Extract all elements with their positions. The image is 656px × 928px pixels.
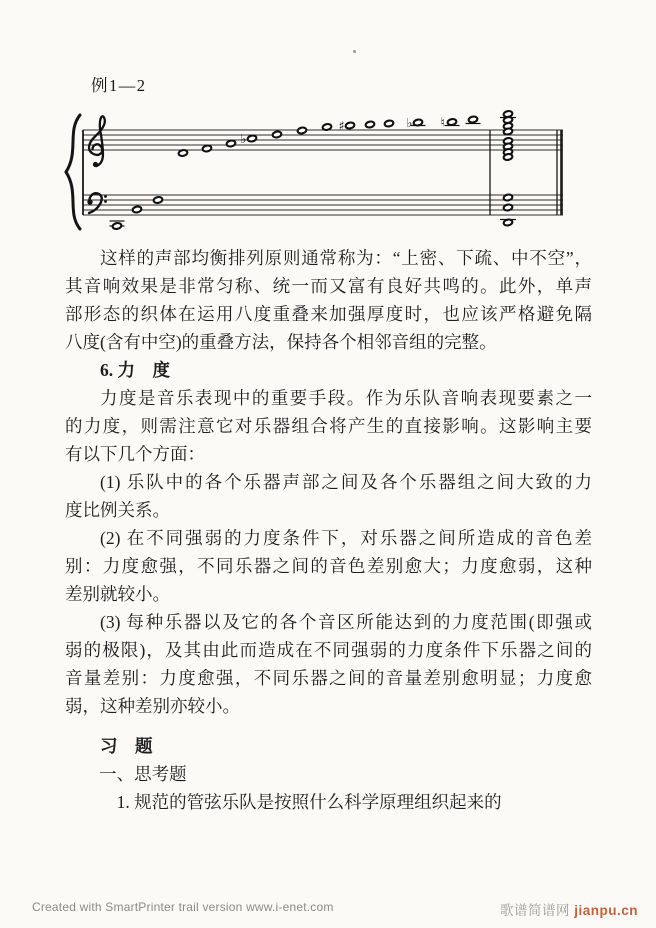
svg-text:♮: ♮ [440,114,445,130]
question-item-1: 1. 规范的管弦乐队是按照什么科学原理组织起来的 [116,792,502,812]
exercises-heading: 习 题 [100,736,153,756]
svg-text:♭: ♭ [406,115,413,130]
site-watermark [500,899,638,919]
svg-text:♯: ♯ [338,118,345,133]
text-line: (1) 乐队中的各个乐器声部之间及各个乐器组之间大致的力 [100,472,592,492]
questions-subheading: 一、思考题 [99,764,187,784]
text-line: 有以下几个方面： [65,444,205,464]
list-item-1 [65,468,592,524]
text-line: 别：力度愈强，不同乐器之间的音色差别愈大；力度愈弱，这种 [65,556,592,576]
text-line: 其音响效果是非常匀称、统一而又富有良好共鸣的。此外，单声 [65,276,592,296]
text-line: 这样的声部均衡排列原则通常称为：“上密、下疏、中不空”， [100,248,592,268]
list-item-3 [65,608,592,720]
text-line: (2) 在不同强弱的力度条件下，对乐器之间所造成的音色差 [100,528,592,548]
text-line: 弱的极限)，及其由此而造成在不同强弱的力度条件下乐器之间的 [65,640,592,660]
text-line: 部形态的织体在运用八度重叠来加强厚度时，也应该严格避免隔 [65,304,592,324]
site-name: 歌谱简谱网 [499,903,570,918]
text-line: 差别就较小。 [65,584,170,604]
music-notation-figure [55,103,600,245]
scan-speck [353,50,356,53]
text-line: 的力度，则需注意它对乐器组合将产生的直接影响。这影响主要 [65,416,592,436]
paragraph-voice-balance [65,244,592,356]
section-heading-dynamics: 6. 力 度 [100,360,170,380]
body-text [65,244,592,816]
text-line: 弱，这种差别亦较小。 [65,696,240,716]
text-line: 度比例关系。 [65,500,170,520]
paragraph-dynamics-intro [65,384,592,468]
svg-text:♭: ♭ [240,131,247,146]
list-item-2 [65,524,592,608]
text-line: 力度是音乐表现中的重要手段。作为乐队音响表现要素之一 [100,388,592,408]
example-label: 例1—2 [91,76,147,95]
site-domain: jianpu.cn [574,903,638,918]
text-line: (3) 每种乐器以及它的各个音区所能达到的力度范围(即强或 [100,612,592,632]
text-line: 音量差别：力度愈强，不同乐器之间的音量差别愈明显；力度愈 [65,668,592,688]
text-line: 八度(含有中空)的重叠方法，保持各个相邻音组的完整。 [65,332,497,352]
printer-watermark: Created with SmartPrinter trail version www.i-enet.com [32,900,334,914]
